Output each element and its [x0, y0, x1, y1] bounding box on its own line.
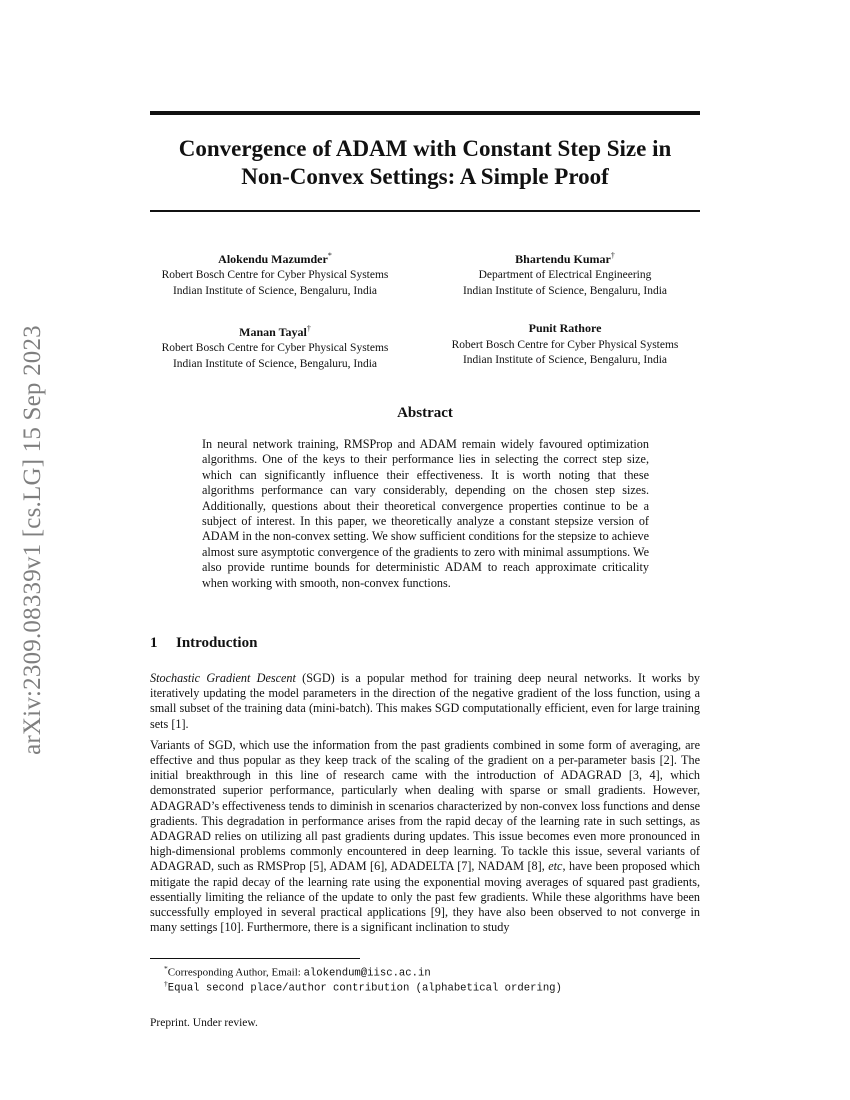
author-institute: Indian Institute of Science, Bengaluru, India [172, 284, 378, 297]
paragraph-2 [150, 738, 700, 936]
author-3 [130, 321, 420, 372]
abstract-heading: Abstract [397, 405, 453, 421]
author-name: Bhartendu Kumar [515, 251, 611, 266]
title-line-1: Convergence of ADAM with Constant Step Size in [178, 136, 672, 161]
author-name: Punit Rathore [528, 321, 602, 335]
section-title: Introduction [176, 635, 258, 651]
title-rule-bottom [150, 210, 700, 212]
paragraph-1-text: (SGD) is a popular method for training deep neural networks. It works by iteratively updating the model parameters in the direction of the negative gradient of the loss function, using a small subset of the training data (mini-batch). This makes SGD computationally efficient, even for large training sets [1]. [150, 671, 701, 731]
paper-title [150, 135, 700, 191]
footnote-2 [164, 977, 562, 996]
arxiv-identifier: arXiv:2309.08339v1 [cs.LG] 15 Sep 2023 [19, 325, 46, 755]
introduction-body [150, 671, 700, 941]
footnote-rule [150, 958, 360, 959]
author-mark: * [327, 251, 332, 260]
footnote-text: Corresponding Author, Email: [167, 966, 304, 979]
author-4 [420, 321, 710, 369]
footnote-mark: † [164, 979, 168, 988]
author-mark: † [610, 251, 615, 260]
footnote-mark: * [164, 964, 168, 973]
section-heading [150, 635, 257, 652]
title-rule-top [150, 111, 700, 115]
email-link[interactable]: alokendum@iisc.ac.in [303, 967, 431, 980]
author-institute: Indian Institute of Science, Bengaluru, India [462, 354, 668, 366]
author-mark: † [306, 324, 311, 333]
paragraph-2-text-b: , have been proposed which mitigate the rapid decay of the learning rate using the exponential moving averages of squared past gradients, essentially limiting the reliance of the update to only the past few gradients. While these algorithms have been successfully employed in several practical applications [9], they have also been observed to not converge in many settings [10]. Furthermore, there is a significant inclination to study [150, 859, 700, 935]
emphasis-sgd: Stochastic Gradient Descent [150, 671, 296, 685]
arxiv-identifier-sidebar [18, 295, 48, 785]
author-2 [420, 248, 710, 299]
author-affiliation: Robert Bosch Centre for Cyber Physical Systems [451, 338, 679, 351]
paragraph-2-text-a: Variants of SGD, which use the information from the past gradients combined in some form of averaging, are effective and thus popular as they keep track of the scaling of the gradient on a per-parameter basis [2]. The initial breakthrough in this line of research came with the introduction of ADAGRAD [3, 4], which demonstrated superior performance, particularly when dealing with sparse or small gradients. However, ADAGRAD’s effectiveness tends to diminish in scenarios characterized by non-convex loss functions and dense gradients. This degradation in performance arises from the rapid decay of the learning rate in such settings, as ADAGRAD relies on utilizing all past gradients during updates. This issue becomes even more pronounced in high-dimensional problems commonly encountered in deep learning. To tackle this issue, several variants of ADAGRAD, such as RMSProp [5], ADAM [6], ADADELTA [7], NADAM [8], [150, 737, 700, 874]
author-1 [130, 248, 420, 299]
emphasis-etc: etc [548, 859, 563, 874]
footnote-text: Equal second place/author contribution (alphabetical ordering) [167, 982, 562, 995]
section-number: 1 [150, 635, 158, 651]
preprint-footer: Preprint. Under review. [150, 1017, 258, 1029]
author-name: Manan Tayal [239, 324, 307, 339]
abstract-text: In neural network training, RMSProp and ADAM remain widely favoured optimization algorithms. One of the keys to their performance lies in selecting the correct step size, which can significantly influence their effectiveness. It is worth noting that these algorithms performance can vary considerably, depending on the chosen step sizes. Additionally, questions about their theoretical convergence properties continue to be a subject of interest. In this paper, we theoretically analyze a constant stepsize version of ADAM in the non-convex setting. We show sufficient conditions for the stepsize to achieve almost sure asymptotic convergence of the gradients to zero with minimal assumptions. We also provide runtime bounds for deterministic ADAM to reach approximate criticality when working with smooth, non-convex functions. [202, 437, 649, 590]
author-affiliation: Robert Bosch Centre for Cyber Physical Systems [161, 342, 389, 355]
author-institute: Indian Institute of Science, Bengaluru, India [172, 357, 378, 370]
title-line-2: Non-Convex Settings: A Simple Proof [241, 164, 609, 189]
author-institute: Indian Institute of Science, Bengaluru, India [462, 284, 668, 297]
author-affiliation: Robert Bosch Centre for Cyber Physical Systems [161, 269, 389, 282]
author-name: Alokendu Mazumder [218, 251, 328, 266]
paragraph-1 [150, 671, 700, 732]
author-affiliation: Department of Electrical Engineering [478, 269, 652, 282]
